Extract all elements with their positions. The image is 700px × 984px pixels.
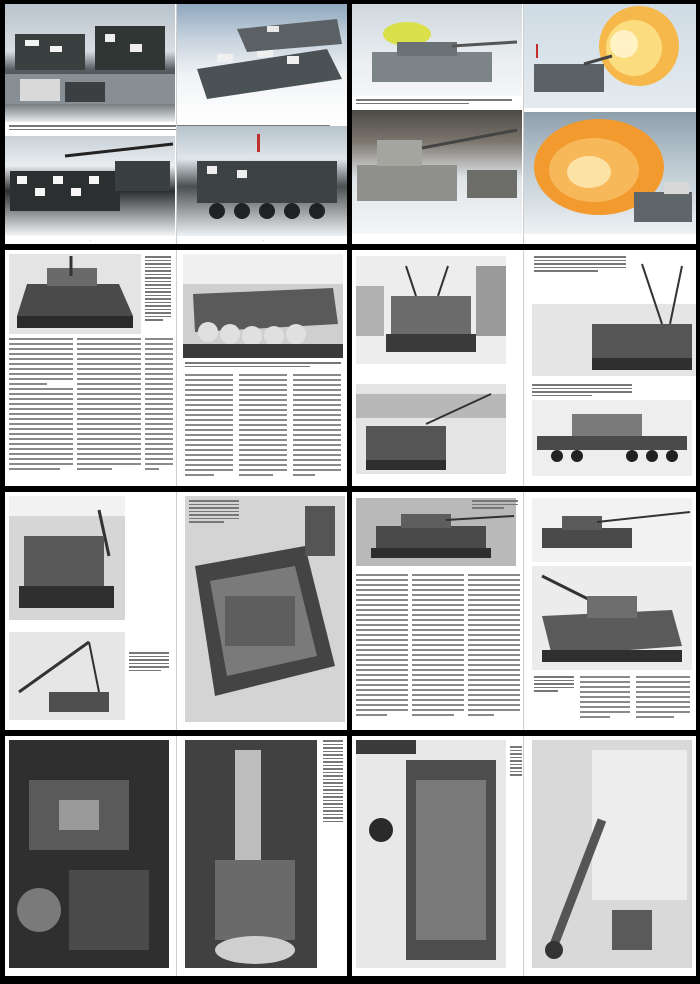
photo-crane-vehicle-front [356,256,506,364]
photo-self-propelled-gun [532,566,692,670]
photo-crane-side-view [532,254,696,376]
photo-crane-lifting [9,632,125,720]
spread-4 [352,250,696,486]
spread-1 [5,4,347,244]
text-column [185,374,233,479]
photo-tank-destroyer [532,498,692,562]
caption-bottom [534,676,574,694]
photo-gun-breech-closeup [9,740,169,968]
page-number: · [263,238,265,243]
caption-right [185,362,341,369]
gutter-3 [176,250,177,486]
caption-top [472,500,518,511]
caption-vertical [323,740,343,824]
photo-muzzle-blast-2 [524,112,696,234]
photo-muzzle-blast-1 [524,4,696,108]
photo-tank-firing-1 [352,4,522,96]
text-column [239,374,287,479]
spread-2 [352,4,696,244]
gutter-6 [523,492,524,730]
text-column [412,574,464,719]
photo-panther-side [183,254,343,358]
gutter-5 [176,492,177,730]
caption-spread-2 [356,99,518,106]
photo-camouflaged-tank-side [356,740,506,968]
caption-right [189,500,239,525]
text-column [145,338,173,473]
spread-3 [5,250,347,486]
spread-5 [5,492,347,730]
caption-left [510,746,522,778]
gutter-8 [523,736,524,976]
photo-crane-vehicle-rear [356,384,506,474]
photo-tanks-winter-1 [5,4,175,122]
text-column [468,574,520,719]
photo-open-hull-overhead [185,496,345,722]
photo-panther-front [9,254,141,334]
gutter-2 [523,4,524,244]
gutter-1 [176,4,177,244]
spread-8 [352,736,696,976]
text-column [9,338,73,473]
spread-6 [352,492,696,730]
text-column [636,676,690,721]
gutter-7 [176,736,177,976]
page-number: · [90,238,92,243]
photo-tanks-winter-4 [177,126,347,236]
text-column [356,574,408,719]
caption-mid-right [532,384,632,398]
photo-tanks-winter-2 [177,4,347,122]
photo-trailer-transport [532,400,692,476]
text-column [77,338,141,473]
photo-vehicle-workshop [9,496,125,620]
caption-left [145,256,171,323]
spread-7 [5,736,347,976]
text-column [580,676,630,721]
photo-tanks-winter-3 [5,136,175,236]
photo-whitewashed-tank-gun [532,740,692,968]
photo-vehicle-rear-deck [185,740,317,968]
text-column [293,374,341,479]
photo-tank-in-snow [352,110,522,234]
gutter-4 [523,250,524,486]
caption-left [129,652,169,673]
